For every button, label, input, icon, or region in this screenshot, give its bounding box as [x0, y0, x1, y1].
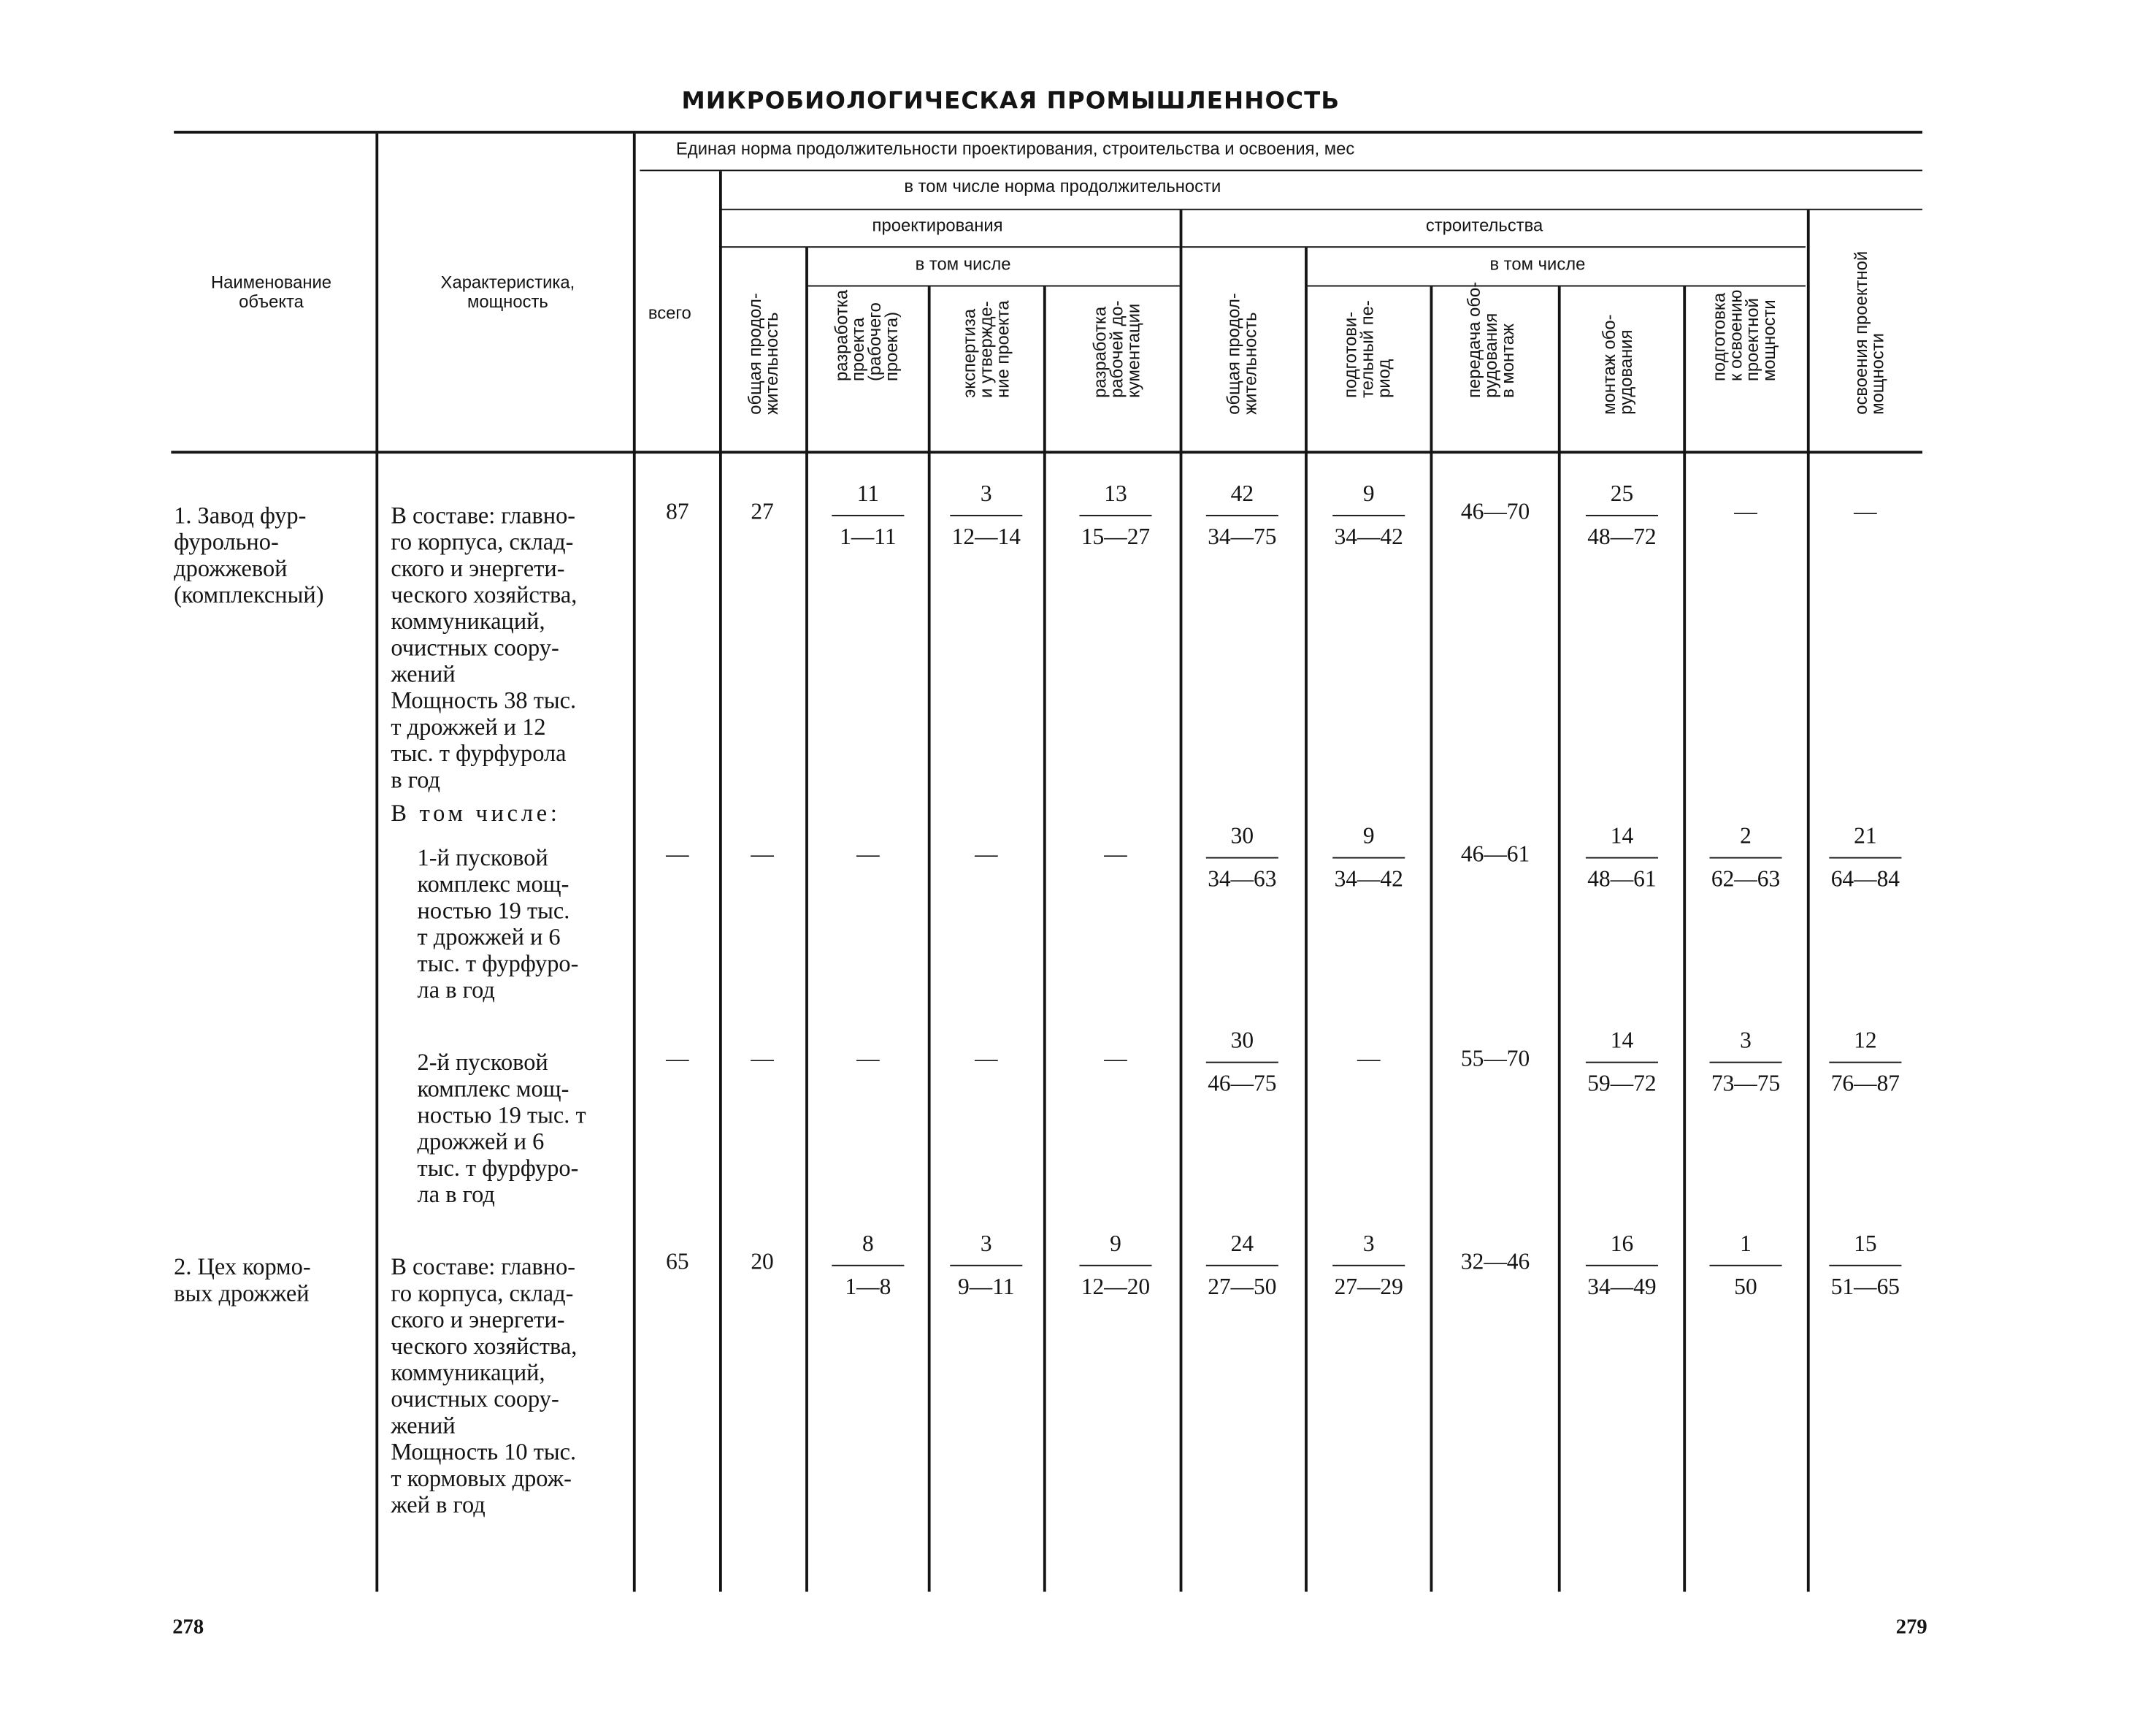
- cell-total-row2: —: [666, 840, 689, 867]
- cell-denominator: 12—14: [951, 523, 1021, 551]
- cell-numerator: 2: [1740, 822, 1752, 849]
- page-number-left: 278: [172, 1616, 204, 1640]
- cell-constr_prep-row4: [1320, 1230, 1417, 1301]
- header-design: проектирования: [872, 215, 1003, 235]
- header-total: всего: [648, 303, 691, 324]
- cell-design_project-row2: —: [856, 840, 880, 867]
- col-divider-constr-transfer: [1558, 286, 1560, 1591]
- cell-denominator: 34—75: [1208, 523, 1277, 551]
- cell-numerator: 42: [1230, 480, 1254, 507]
- cell-design_docs-row3: —: [1104, 1044, 1127, 1072]
- cell-numerator: 8: [862, 1230, 874, 1257]
- cell-design_docs-row2: —: [1104, 840, 1127, 867]
- col-divider-total: [719, 171, 721, 1591]
- cell-denominator: 64—84: [1830, 865, 1900, 892]
- cell-mastering-row2: [1817, 822, 1914, 894]
- cell-numerator: 14: [1610, 1027, 1634, 1054]
- cell-design_docs-row1: [1067, 480, 1164, 551]
- cell-design_project-row3: —: [856, 1044, 880, 1072]
- cell-numerator: 12: [1854, 1027, 1877, 1054]
- cell-total-row3: —: [666, 1044, 689, 1072]
- cell-numerator: 3: [980, 480, 992, 507]
- cell-denominator: 12—20: [1081, 1273, 1151, 1301]
- cell-numerator: 1: [1740, 1230, 1752, 1257]
- cell-numerator: 25: [1610, 480, 1634, 507]
- row4-name: 2. Цех кормо- вых дрожжей: [174, 1253, 311, 1307]
- page-title: МИКРОБИОЛОГИЧЕСКАЯ ПРОМЫШЛЕННОСТЬ: [681, 88, 1340, 116]
- cell-denominator: 46—75: [1208, 1070, 1277, 1097]
- cell-constr_total-row2: [1194, 822, 1291, 894]
- col-divider-constr-install: [1683, 286, 1685, 1591]
- cell-design_expertise-row1: [937, 480, 1035, 551]
- cell-numerator: 9: [1362, 822, 1375, 849]
- rule-under-design: [721, 246, 1180, 248]
- rule-under-design-including: [807, 286, 1180, 287]
- cell-denominator: 15—27: [1081, 523, 1151, 551]
- rule-under-construction-including: [1308, 286, 1806, 287]
- cell-denominator: 48—61: [1587, 865, 1657, 892]
- col-divider-design-project: [928, 286, 930, 1591]
- cell-constr_transfer-row2: 46—61: [1460, 840, 1530, 867]
- header-unified-norm: Единая норма продолжительности проектирования, строительства и освоения, мес: [675, 139, 1355, 159]
- cell-denominator: 34—42: [1334, 523, 1403, 551]
- cell-denominator: 34—49: [1587, 1273, 1657, 1301]
- cell-constr_ready-row1: —: [1734, 498, 1757, 525]
- cell-mastering-row4: [1817, 1230, 1914, 1301]
- col-divider-constr-prep: [1430, 286, 1432, 1591]
- cell-constr_prep-row3: —: [1357, 1044, 1381, 1072]
- cell-constr_transfer-row1: 46—70: [1460, 498, 1530, 525]
- cell-constr_install-row1: [1573, 480, 1670, 551]
- header-name: Наименование объекта: [210, 272, 332, 312]
- row1-name: 1. Завод фур- фурольно- дрожжевой (комплексный): [174, 502, 324, 608]
- cell-denominator: 34—42: [1334, 865, 1403, 892]
- col-divider-design-total: [805, 248, 807, 1591]
- cell-design_docs-row4: [1067, 1230, 1164, 1301]
- cell-numerator: 3: [1740, 1027, 1752, 1054]
- cell-design_project-row1: [819, 480, 916, 551]
- header-construction: строительства: [1425, 215, 1543, 235]
- cell-denominator: 9—11: [958, 1273, 1015, 1301]
- cell-denominator: 34—63: [1208, 865, 1277, 892]
- cell-design_total-row4: 20: [751, 1247, 774, 1275]
- cell-numerator: 9: [1362, 480, 1375, 507]
- cell-denominator: 27—50: [1208, 1273, 1277, 1301]
- table-top-rule: [174, 131, 1922, 134]
- cell-mastering-row1: —: [1854, 498, 1877, 525]
- rule-under-including-norm: [721, 209, 1922, 210]
- cell-constr_install-row3: [1573, 1027, 1670, 1098]
- cell-denominator: 1—8: [845, 1273, 891, 1301]
- cell-denominator: 59—72: [1587, 1070, 1657, 1097]
- col-divider-design-docs: [1180, 210, 1182, 1592]
- document-page: МИКРОБИОЛОГИЧЕСКАЯ ПРОМЫШЛЕННОСТЬ Наименование объекта Характеристика, мощность Единая норма продолжительности проектирования, строительства и освоения, мес всего в том числе норма продолжительности проектирования в том числе строительства в том числе общая продол- жительность разработка проекта (рабочего проекта) экспертиза и утвержде- ние проекта разработка рабочей до- кументации общая продол- жительность подготови- тельный пе- риод передача обо- рудования в монтаж монтаж обо- рудования подготовка к освоению проектной мощности освоения проектной мощности 1. Завод фур- фурольно- дрожжевой (комплексный) В составе: главно- го корпуса, склад- ского и энергети- ческого хозяйства, коммуникаций, очистных соору- жений Мощность 38 тыс. т дрожжей и 12 тыс. т фурфурола в год В том числе: 1-й пусковой комплекс мощ- ностью 19 тыс. т дрожжей и 6 тыс. т фурфуро- ла в год 2-й пусковой комплекс мощ- ностью 19 тыс. т дрожжей и 6 тыс. т фурфуро- ла в год 2. Цех кормо- вых дрожжей В составе: главно- го корпуса, склад- ского и энергети- ческого хозяйства, коммуникаций, очистных соору- жений Мощность 10 тыс. т кормовых дрож- жей в год 278 279 87 27 11 1—11 3 12—14 13 15—27 42 34—75 9 34—42 46—70 25 48—72 — — — — — — — 30 34—63 9 34—42 46—61 14 48—61 2 62—63 21 64—84 — — — — — 30 46—75 — 55—70 14 59—72 3 73—75 12 76—87 65 20 8 1—8 3 9—11 9 12—20 24 27—50 3 27—29 32—46 16 34—49 1 50 15 51—65: [172, 88, 1927, 1640]
- row4-characteristic: В составе: главно- го корпуса, склад- ского и энергети- ческого хозяйства, коммуникаций, очистных соору- жений Мощность 10 тыс. т кормовых дрож- жей в год: [391, 1253, 578, 1518]
- cell-numerator: 15: [1854, 1230, 1877, 1257]
- row-including-heading: В том числе:: [391, 800, 561, 827]
- cell-design_expertise-row2: —: [975, 840, 998, 867]
- col-divider-constr-ready: [1807, 210, 1809, 1592]
- row2-characteristic: 1-й пусковой комплекс мощ- ностью 19 тыс. т дрожжей и 6 тыс. т фурфуро- ла в год: [417, 844, 579, 1003]
- header-bottom-rule: [171, 451, 1922, 454]
- cell-constr_install-row4: [1573, 1230, 1670, 1301]
- header-including-norm: в том числе норма продолжительности: [904, 176, 1221, 196]
- cell-numerator: 21: [1854, 822, 1877, 849]
- cell-denominator: 73—75: [1711, 1070, 1781, 1097]
- cell-numerator: 14: [1610, 822, 1634, 849]
- cell-design_expertise-row3: —: [975, 1044, 998, 1072]
- cell-numerator: 16: [1610, 1230, 1634, 1257]
- cell-constr_ready-row4: [1697, 1230, 1794, 1301]
- header-construction-including: в том числе: [1489, 254, 1586, 275]
- cell-constr_ready-row2: [1697, 822, 1794, 894]
- cell-design_project-row4: [819, 1230, 916, 1301]
- cell-numerator: 30: [1230, 1027, 1254, 1054]
- page-number-right: 279: [1895, 1616, 1927, 1640]
- cell-numerator: 30: [1230, 822, 1254, 849]
- cell-constr_transfer-row3: 55—70: [1460, 1044, 1530, 1072]
- cell-constr_ready-row3: [1697, 1027, 1794, 1098]
- cell-constr_install-row2: [1573, 822, 1670, 894]
- cell-denominator: 51—65: [1830, 1273, 1900, 1301]
- cell-denominator: 27—29: [1334, 1273, 1403, 1301]
- col-divider-constr-total: [1305, 248, 1307, 1591]
- col-divider-name: [375, 134, 377, 1592]
- cell-numerator: 24: [1230, 1230, 1254, 1257]
- cell-numerator: 3: [980, 1230, 992, 1257]
- cell-constr_prep-row1: [1320, 480, 1417, 551]
- cell-mastering-row3: [1817, 1027, 1914, 1098]
- cell-design_total-row3: —: [751, 1044, 774, 1072]
- cell-total-row1: 87: [666, 498, 689, 525]
- cell-design_total-row1: 27: [751, 498, 774, 525]
- cell-constr_total-row4: [1194, 1230, 1291, 1301]
- cell-denominator: 62—63: [1711, 865, 1781, 892]
- cell-design_total-row2: —: [751, 840, 774, 867]
- rule-under-unified-norm: [640, 169, 1922, 171]
- col-divider-design-expertise: [1043, 286, 1046, 1591]
- cell-numerator: 11: [856, 480, 879, 507]
- cell-total-row4: 65: [666, 1247, 689, 1275]
- cell-denominator: 48—72: [1587, 523, 1657, 551]
- cell-numerator: 9: [1110, 1230, 1121, 1257]
- cell-design_expertise-row4: [937, 1230, 1035, 1301]
- cell-constr_prep-row2: [1320, 822, 1417, 894]
- cell-numerator: 3: [1362, 1230, 1375, 1257]
- header-characteristic: Характеристика, мощность: [440, 272, 575, 312]
- cell-constr_total-row3: [1194, 1027, 1291, 1098]
- cell-denominator: 76—87: [1830, 1070, 1900, 1097]
- cell-constr_total-row1: [1194, 480, 1291, 551]
- cell-denominator: 1—11: [840, 523, 897, 551]
- cell-denominator: 50: [1734, 1273, 1757, 1301]
- row1-characteristic: В составе: главно- го корпуса, склад- ского и энергети- ческого хозяйства, коммуникаций, очистных соору- жений Мощность 38 тыс. т дрожжей и 12 тыс. т фурфурола в год: [391, 502, 578, 793]
- cell-numerator: 13: [1104, 480, 1127, 507]
- row3-characteristic: 2-й пусковой комплекс мощ- ностью 19 тыс. т дрожжей и 6 тыс. т фурфуро- ла в год: [417, 1049, 586, 1208]
- rule-under-construction: [1182, 246, 1806, 248]
- header-design-including: в том числе: [915, 254, 1011, 275]
- cell-constr_transfer-row4: 32—46: [1460, 1247, 1530, 1275]
